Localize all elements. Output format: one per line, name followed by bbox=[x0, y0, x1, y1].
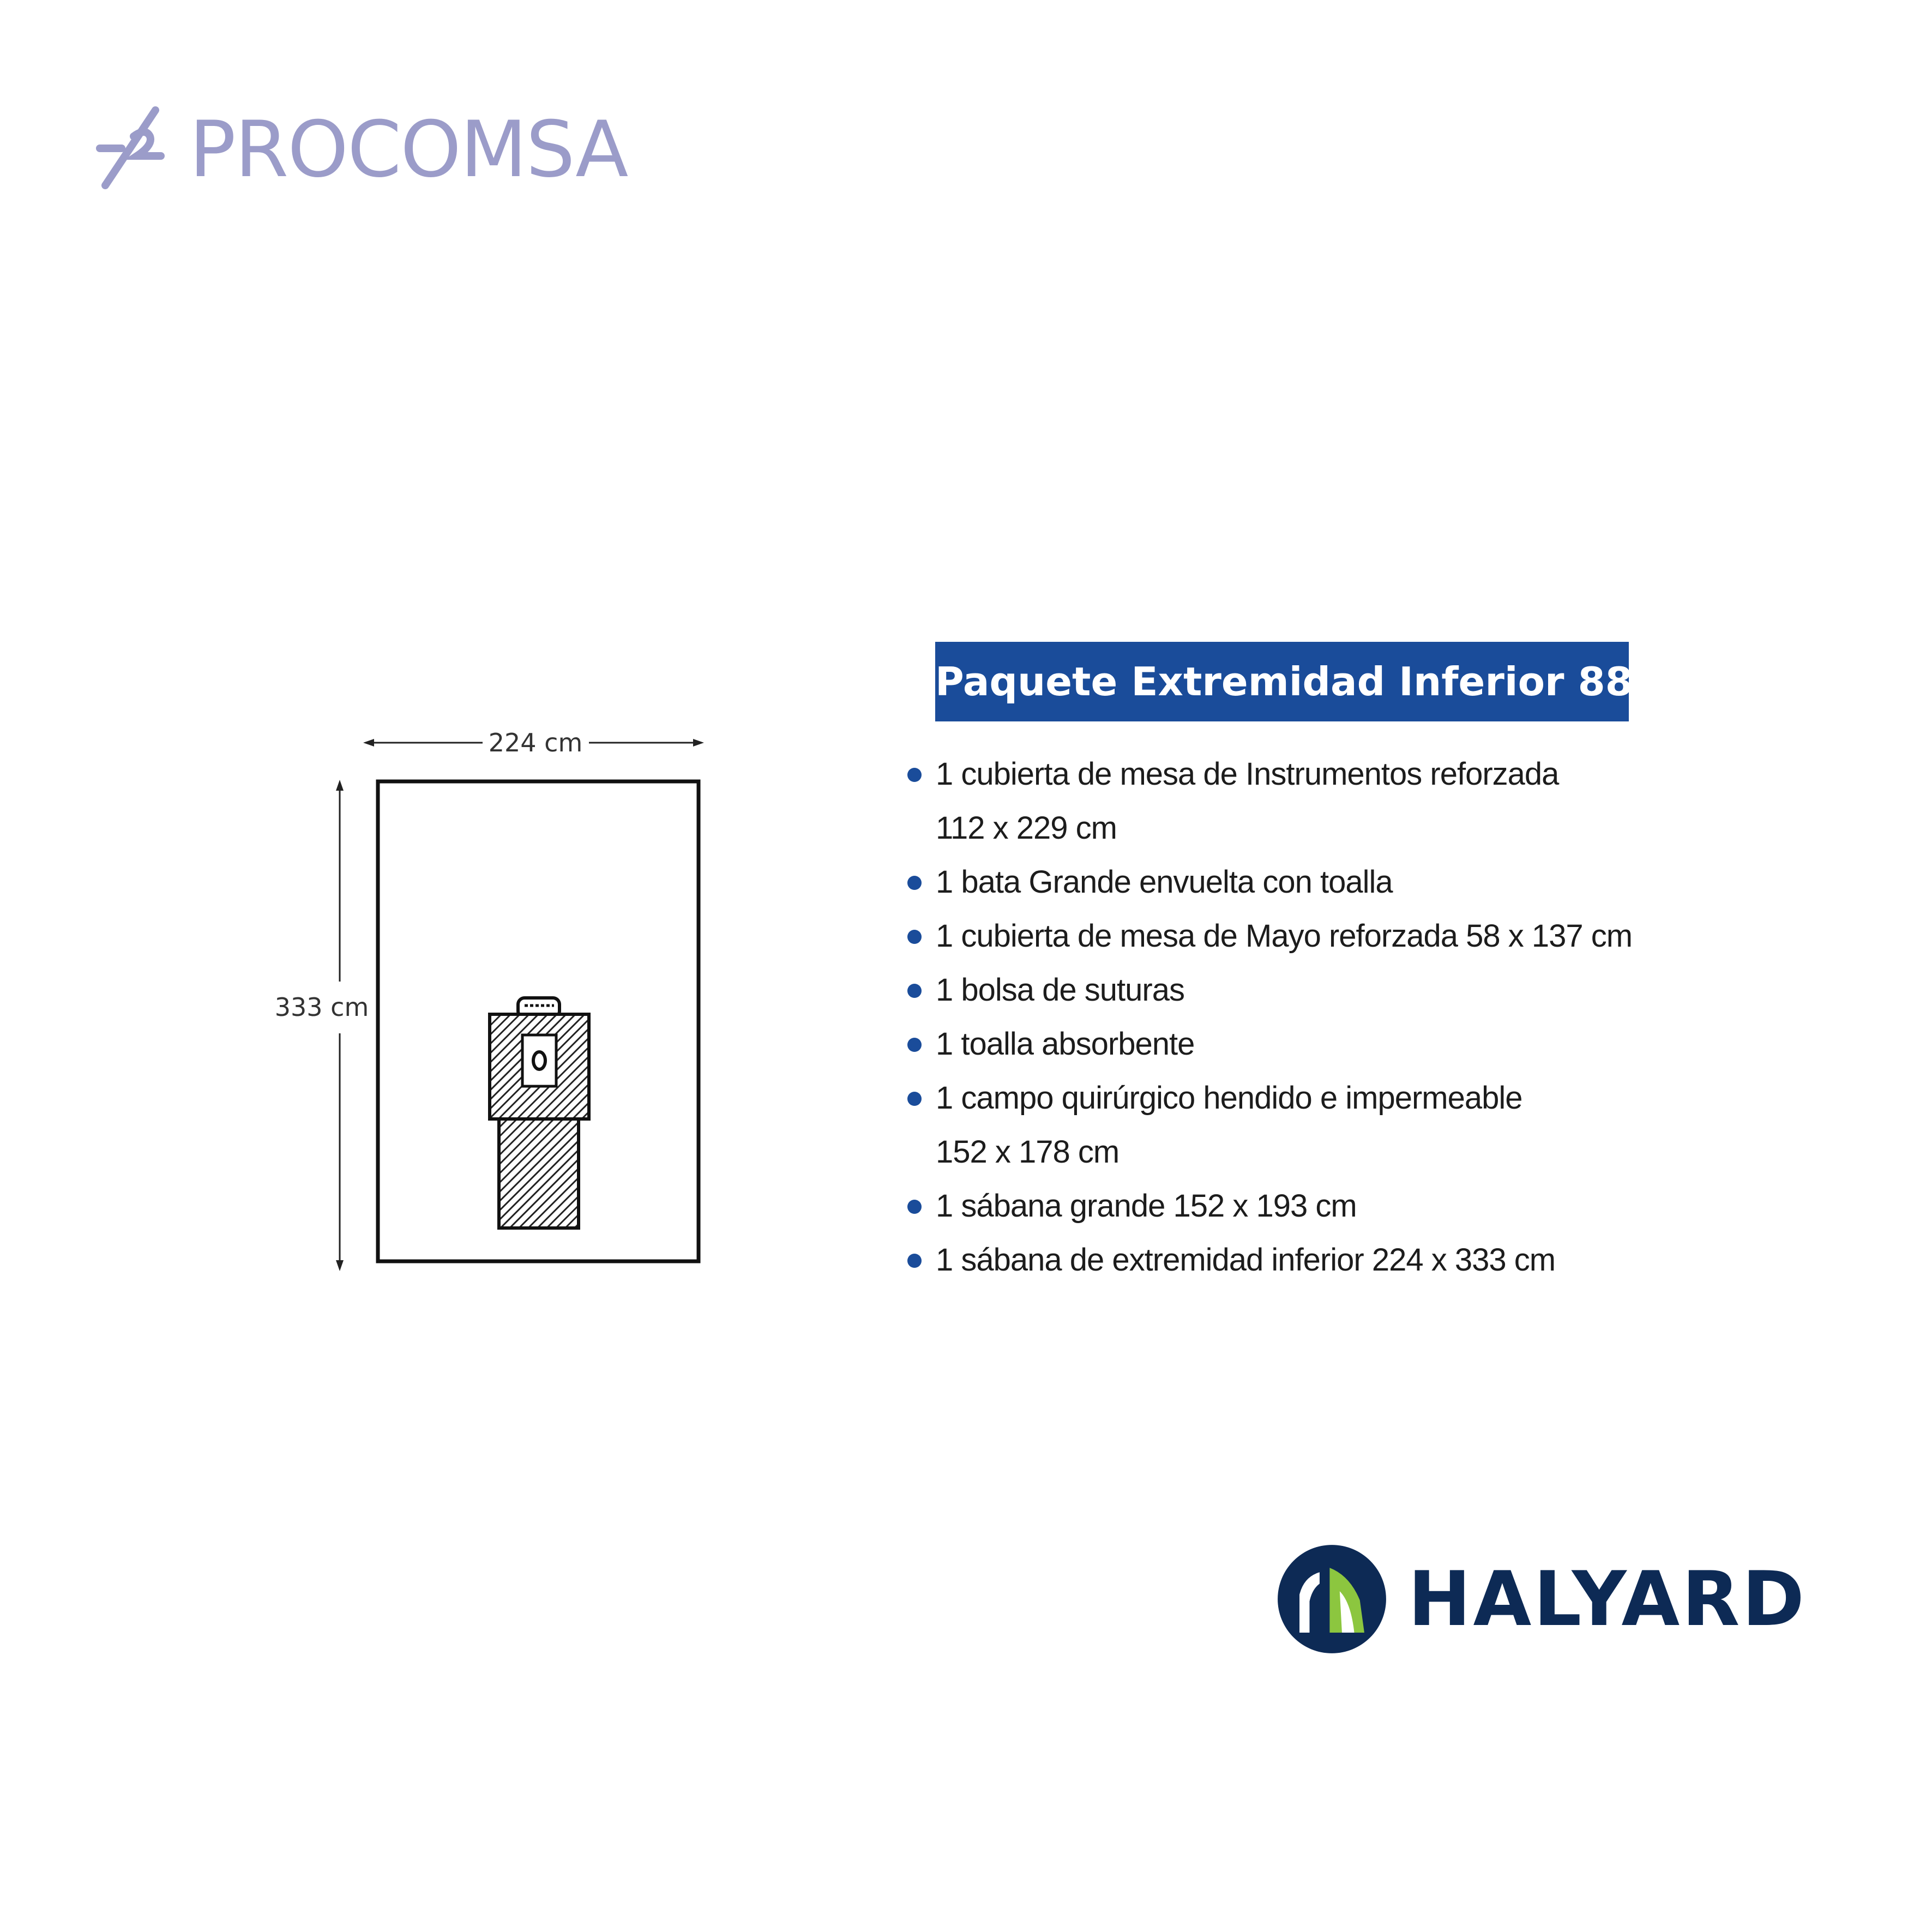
height-dimension bbox=[275, 780, 369, 1271]
item-text: 1 toalla absorbente bbox=[936, 1026, 1195, 1062]
halyard-sail-icon bbox=[1276, 1543, 1388, 1655]
fenestration-area bbox=[490, 998, 589, 1228]
item-text-continued: 152 x 178 cm bbox=[936, 1134, 1120, 1170]
bullet-icon bbox=[907, 930, 922, 944]
halyard-logo bbox=[1276, 1543, 1832, 1658]
list-item bbox=[905, 855, 1756, 909]
width-label: 224 cm bbox=[488, 728, 583, 757]
halyard-wordmark: HALYARD bbox=[1408, 1555, 1807, 1643]
item-text: 1 bata Grande envuelta con toalla bbox=[936, 864, 1393, 900]
list-item bbox=[905, 1017, 1756, 1071]
list-item bbox=[905, 963, 1756, 1017]
bullet-icon bbox=[907, 1038, 922, 1052]
procomsa-wordmark: PROCOMSA bbox=[189, 105, 628, 195]
item-text: 1 sábana grande 152 x 193 cm bbox=[936, 1188, 1357, 1224]
kit-contents-list bbox=[905, 747, 1756, 1287]
list-item bbox=[905, 1179, 1756, 1233]
bullet-icon bbox=[907, 876, 922, 890]
drape-diagram bbox=[267, 720, 720, 1281]
item-text: 1 cubierta de mesa de Mayo reforzada 58 x 137 cm bbox=[936, 918, 1633, 954]
bullet-icon bbox=[907, 1200, 922, 1214]
bullet-icon bbox=[907, 1254, 922, 1268]
list-item bbox=[905, 909, 1756, 963]
list-item bbox=[905, 747, 1756, 855]
item-text-continued: 112 x 229 cm bbox=[936, 810, 1117, 846]
procomsa-logo bbox=[95, 104, 652, 196]
item-text: 1 bolsa de suturas bbox=[936, 972, 1184, 1008]
bullet-icon bbox=[907, 1092, 922, 1106]
item-text: 1 campo quirúrgico hendido e impermeable bbox=[936, 1080, 1522, 1116]
item-text: 1 cubierta de mesa de Instrumentos reforzada bbox=[936, 756, 1559, 792]
procomsa-logo-mark-icon bbox=[95, 104, 172, 196]
kit-title-banner: Paquete Extremidad Inferior 88461: bbox=[935, 642, 1629, 721]
item-text: 1 sábana de extremidad inferior 224 x 333 cm bbox=[936, 1242, 1556, 1278]
list-item bbox=[905, 1071, 1756, 1179]
bullet-icon bbox=[907, 768, 922, 782]
bullet-icon bbox=[907, 984, 922, 998]
list-item bbox=[905, 1233, 1756, 1287]
height-label: 333 cm bbox=[274, 992, 369, 1022]
width-dimension bbox=[363, 728, 704, 757]
